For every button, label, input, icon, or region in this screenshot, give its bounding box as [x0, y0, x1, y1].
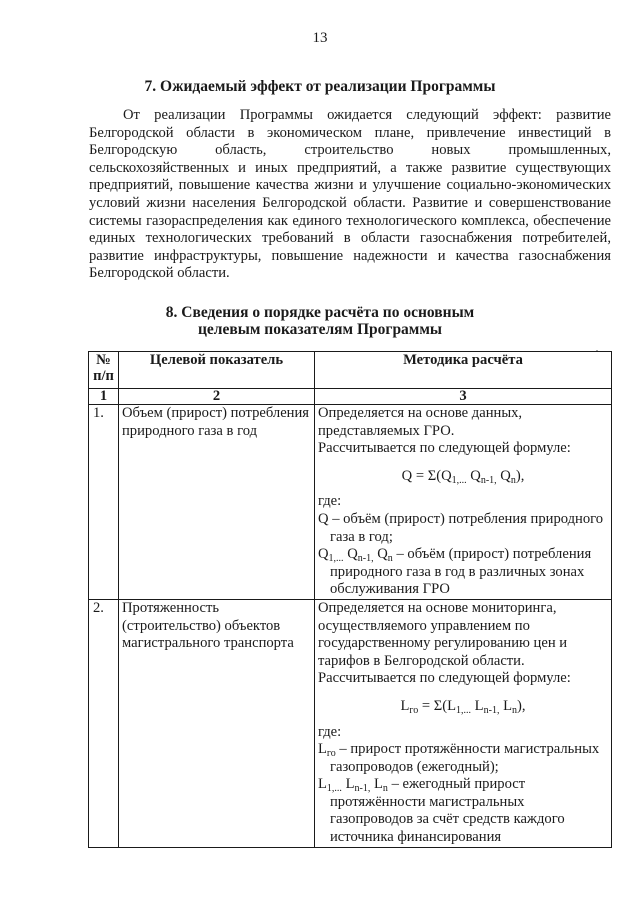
- row-number: 1.: [89, 405, 119, 600]
- indicators-table: [88, 351, 612, 848]
- formula-subscript: n: [512, 704, 518, 716]
- section-7-text: От реализации Программы ожидается следующий эффект: развитие Белгородской области в экономическом плане, привлечение инвестиций в Белгородскую область, строительство новых промышленных, сельскохозяйственных и иных предприятий, а также развитие существующих предприятий, повышение качества жизни и улучшение социально-экономических условий жизни населения Белгородской области. Развитие и совершенствование системы газораспределения как единого технологического комплекса, обеспечение единых технологических требований в области газоснабжения потребителей, развитие инфраструктуры, повышение надежности и качества газоснабжения Белгородской области.: [89, 107, 611, 282]
- index-cell: 1: [89, 389, 119, 405]
- section-8-title-line-1: 8. Сведения о порядке расчёта по основным: [165, 304, 475, 321]
- index-cell: 2: [119, 389, 315, 405]
- row-method: [315, 599, 612, 847]
- formula-close: ),: [517, 697, 526, 714]
- table-header-row: [89, 352, 612, 389]
- definition-subscript: n-1,: [357, 553, 374, 565]
- formula-subscript: 1,...: [456, 704, 472, 716]
- row-indicator: Объем (прирост) потребления природного газа в год: [119, 405, 315, 600]
- formula-term: Q: [496, 467, 511, 484]
- formula: [318, 698, 608, 716]
- definition-subscript: n-1,: [354, 783, 371, 795]
- definition-term: L: [318, 741, 327, 758]
- formula-subscript: n: [510, 474, 516, 486]
- section-8-title: [0, 304, 640, 338]
- section-8-title-line-2: целевым показателям Программы: [197, 321, 443, 338]
- definition-text: – прирост протяжённости магистральных газопроводов (ежегодный);: [330, 741, 600, 775]
- definition-term: Q: [318, 546, 329, 563]
- definition-term: Q: [373, 546, 388, 563]
- header-number: [89, 352, 119, 389]
- page-number: 13: [312, 30, 328, 46]
- method-intro: Определяется на основе мониторинга, осуществляемого управлением по государственному регулированию цен и тарифов в Белгородской области.: [318, 599, 568, 669]
- formula-subscript: го: [409, 704, 419, 716]
- method-calc: Рассчитывается по следующей формуле:: [318, 440, 571, 457]
- row-method: [315, 405, 612, 600]
- row-indicator: Протяженность (строительство) объектов магистрального транспорта: [119, 599, 315, 847]
- header-indicator: Целевой показатель: [119, 352, 315, 389]
- header-number-symbol: №: [96, 352, 111, 368]
- formula-subscript: n-1,: [480, 474, 497, 486]
- definition-subscript: 1,...: [328, 553, 344, 565]
- header-number-abbr: п/п: [93, 368, 114, 384]
- definition-text: – ежегодный прирост протяжённости магистральных газопроводов за счёт средств каждого источника финансирования: [330, 776, 565, 846]
- definition-subscript: 1,...: [326, 783, 342, 795]
- method-where: где:: [318, 493, 342, 510]
- method-where: где:: [318, 723, 342, 740]
- definition-1: [318, 741, 608, 776]
- method-intro: Определяется на основе данных, представляемых ГРО.: [318, 405, 523, 439]
- formula-subscript: 1,...: [451, 474, 467, 486]
- formula-lhs: Q: [401, 467, 413, 484]
- formula-sum: = Σ(: [418, 697, 448, 714]
- definition-term: L: [318, 776, 327, 793]
- row-number: 2.: [89, 599, 119, 847]
- table-index-row: [89, 389, 612, 405]
- method-calc: Рассчитывается по следующей формуле:: [318, 670, 571, 687]
- definition-subscript: го: [326, 748, 336, 760]
- formula-term: Q: [441, 467, 452, 484]
- formula-term: Q: [466, 467, 481, 484]
- definition-text: – объём (прирост) потребления природного газа в год в различных зонах обслуживания ГРО: [330, 546, 592, 598]
- section-7-title: 7. Ожидаемый эффект от реализации Программы: [144, 78, 496, 95]
- header-method: Методика расчёта: [315, 352, 612, 389]
- definition-term: L: [370, 776, 383, 793]
- formula-term: L: [471, 697, 484, 714]
- definition-subscript: n: [382, 783, 388, 795]
- table-row: [89, 405, 612, 600]
- formula-close: ),: [515, 467, 525, 484]
- section-7-paragraph: [89, 107, 611, 283]
- formula-subscript: n-1,: [483, 704, 500, 716]
- definition-2: [318, 776, 608, 846]
- table-row: [89, 599, 612, 847]
- definition-2: [318, 546, 608, 599]
- definition-subscript: n: [387, 553, 393, 565]
- formula: [318, 468, 608, 486]
- formula-sum: = Σ(: [412, 467, 442, 484]
- index-cell: 3: [315, 389, 612, 405]
- definition-term: L: [341, 776, 355, 793]
- definition-term: Q: [343, 546, 358, 563]
- definition-1: Q – объём (прирост) потребления природного газа в год;: [318, 510, 604, 545]
- formula-lhs: L: [400, 697, 410, 714]
- formula-term: L: [499, 697, 513, 714]
- formula-term: L: [447, 697, 457, 714]
